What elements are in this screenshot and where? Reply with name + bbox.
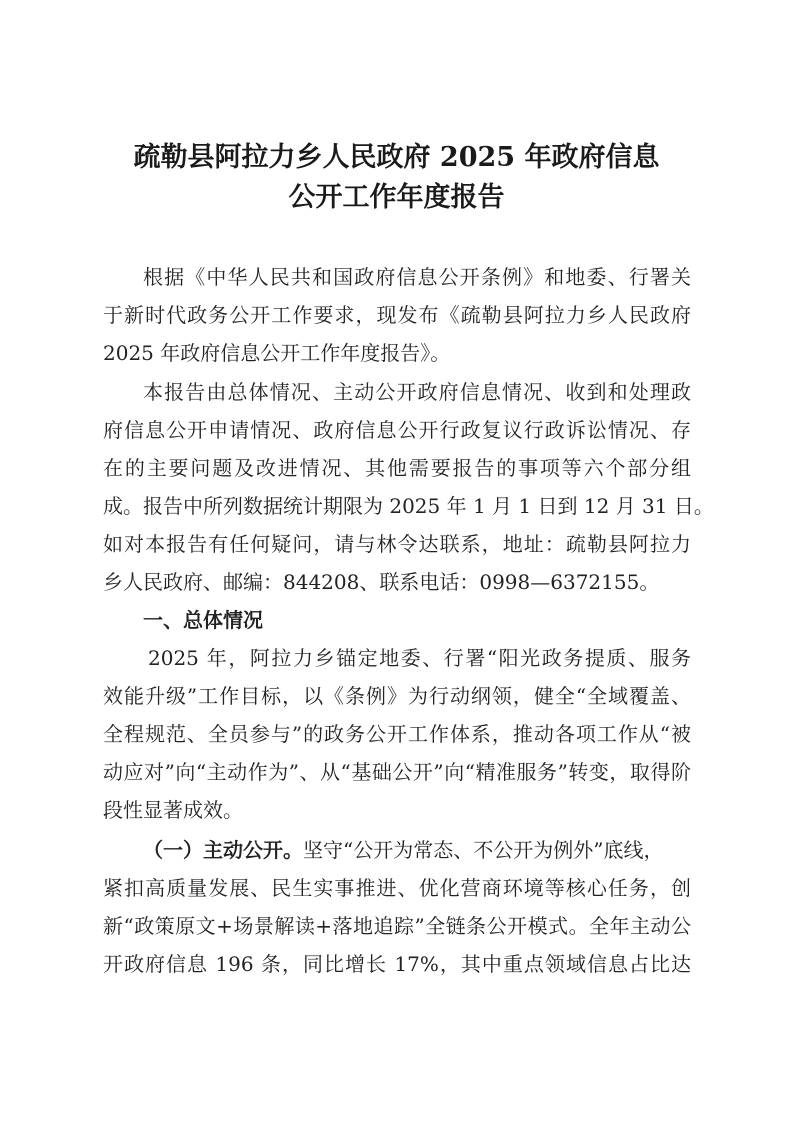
text-line: 动应对”向“主动作为”、从“基础公开”向“精准服务”转变，取得阶 <box>103 760 691 784</box>
text-line: 全程规范、全员参与”的政务公开工作体系，推动各项工作从“被 <box>103 722 691 746</box>
text-line <box>143 831 691 869</box>
text-line: 府信息公开申请情况、政府信息公开行政复议行政诉讼情况、存 <box>103 418 691 442</box>
title-line-1: 疏勒县阿拉力乡人民政府 2025 年政府信息 <box>133 142 660 173</box>
text-line: 成。报告中所列数据统计期限为 2025 年 1 月 1 日到 12 月 31 日。 <box>103 494 714 518</box>
text-line: 根据《中华人民共和国政府信息公开条例》和地委、行署关 <box>143 265 691 289</box>
section-heading: 一、总体情况 <box>143 608 263 632</box>
title-line-2: 公开工作年度报告 <box>288 182 505 213</box>
text-line: 2025 年政府信息公开工作年度报告》。 <box>103 341 451 365</box>
text-line: 效能升级”工作目标，以《条例》为行动纲领，健全“全域覆盖、 <box>103 684 691 708</box>
text-line: 于新时代政务公开工作要求，现发布《疏勒县阿拉力乡人民政府 <box>103 303 691 327</box>
text-line: 乡人民政府、邮编：844208、联系电话：0998—6372155。 <box>103 570 660 594</box>
text-line: 段性显著成效。 <box>103 798 243 822</box>
text-line: 紧扣高质量发展、民生实事推进、优化营商环境等核心任务，创 <box>103 876 691 900</box>
text-line: 2025 年，阿拉力乡锚定地委、行署“阳光政务提质、服务 <box>148 646 691 670</box>
text-line: 在的主要问题及改进情况、其他需要报告的事项等六个部分组 <box>103 456 691 480</box>
subsection-lead: （一）主动公开。 <box>143 838 303 862</box>
text-line: 本报告由总体情况、主动公开政府信息情况、收到和处理政 <box>143 380 691 404</box>
subsection-text: 坚守“公开为常态、不公开为例外”底线， <box>303 838 664 862</box>
text-line: 如对本报告有任何疑问，请与林令达联系，地址：疏勒县阿拉力 <box>103 532 691 556</box>
text-line: 开政府信息 196 条，同比增长 17%，其中重点领域信息占比达 <box>103 952 691 976</box>
text-line: 新“政策原文+场景解读+落地追踪”全链条公开模式。全年主动公 <box>103 914 691 938</box>
